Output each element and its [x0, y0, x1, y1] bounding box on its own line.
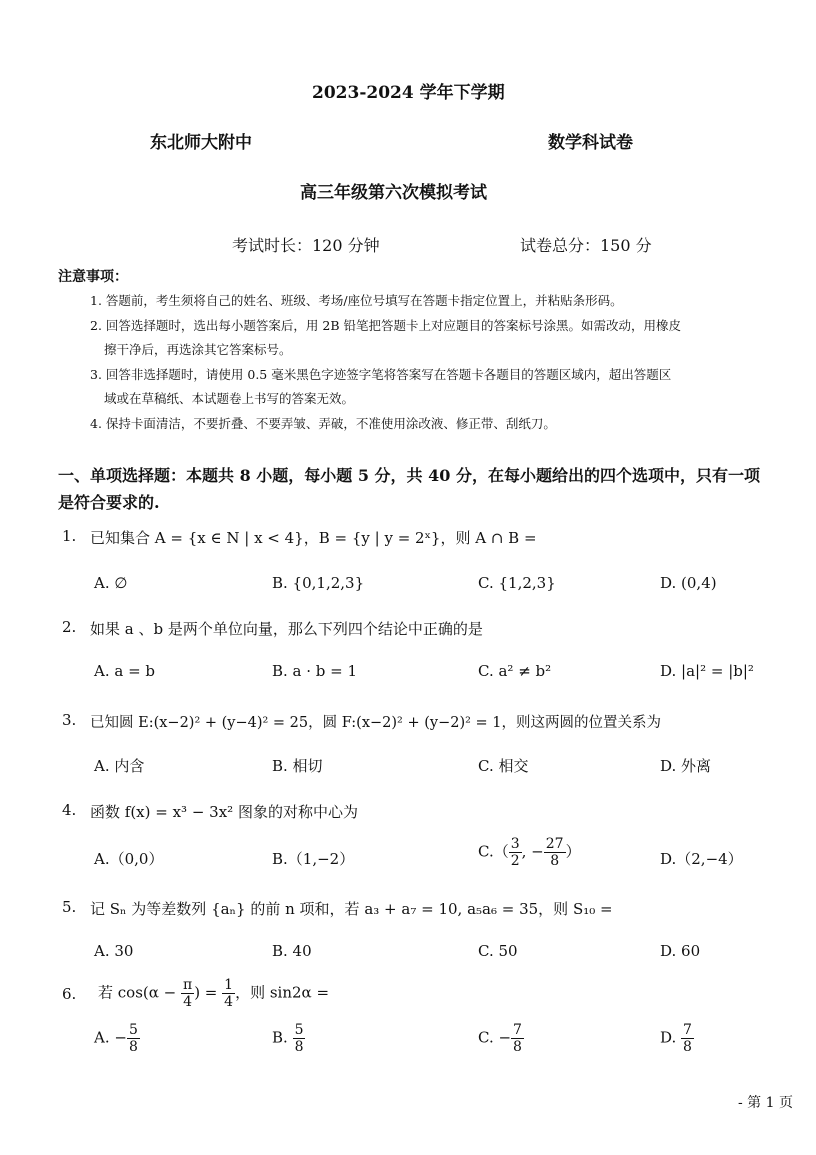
exam-title: 高三年级第六次模拟考试	[300, 183, 487, 203]
question-1-option-d: D. (0,4)	[660, 574, 717, 592]
fraction-numerator: 27	[545, 836, 564, 852]
question-5-option-d: D. 60	[660, 942, 701, 960]
term-title: 2023-2024 学年下学期	[312, 83, 505, 103]
question-6-number: 6.	[62, 985, 77, 1003]
fraction-denominator: 8	[550, 853, 560, 869]
question-6-stem-mid: ) =	[194, 983, 223, 1002]
exam-total-score: 试卷总分：150 分	[520, 236, 652, 255]
fraction-denominator: 8	[513, 1039, 522, 1055]
question-2-option-a: A. a = b	[94, 662, 156, 680]
question-1-option-a: A. ∅	[94, 574, 128, 592]
question-4-number: 4.	[62, 801, 77, 819]
question-3-option-d: D. 外离	[660, 757, 712, 775]
note-item-2-cont: 擦干净后，再选涂其它答案标号。	[104, 342, 292, 357]
question-5-stem: 记 Sₙ 为等差数列 {aₙ} 的前 n 项和，若 a₃ + a₇ = 10, a₅a₆ = 35，则 S₁₀ =	[90, 900, 613, 918]
question-5-option-a: A. 30	[94, 942, 134, 960]
question-3-option-b: B. 相切	[272, 757, 323, 775]
option-label: C. −	[478, 1028, 512, 1047]
question-1-stem: 已知集合 A = {x ∈ N | x < 4}，B = {y | y = 2ˣ}，则 A ∩ B =	[90, 529, 537, 547]
fraction-numerator: 5	[128, 1022, 138, 1038]
note-item-4: 4. 保持卡面清洁，不要折叠、不要弄皱、弄破，不准使用涂改液、修正带、刮纸刀。	[90, 416, 556, 431]
note-item-3: 3. 回答非选择题时，请使用 0.5 毫米黑色字迹签字笔将答案写在答题卡各题目的答题区域内，超出答题区	[90, 367, 672, 382]
question-3-stem: 已知圆 E:(x−2)² + (y−4)² = 25，圆 F:(x−2)² + (y−2)² = 1，则这两圆的位置关系为	[90, 715, 662, 731]
fraction-numerator: 7	[513, 1022, 522, 1038]
question-4-option-c-label: C.（	[478, 842, 509, 861]
section-heading: 一、单项选择题：本题共 8 小题，每小题 5 分，共 40 分，在每小题给出的四个选项中，只有一项	[58, 466, 760, 485]
note-item-1: 1. 答题前，考生须将自己的姓名、班级、考场/座位号填写在答题卡指定位置上，并粘贴条形码。	[90, 293, 623, 308]
question-4-option-c-close: ）	[565, 842, 581, 861]
fraction-denominator: 8	[128, 1039, 138, 1055]
fraction-numerator: π	[182, 977, 193, 993]
question-6-stem	[98, 977, 329, 1010]
notes-title: 注意事项：	[58, 269, 128, 285]
question-2-stem: 如果 a 、b 是两个单位向量，那么下列四个结论中正确的是	[90, 620, 483, 638]
question-3-option-a: A. 内含	[94, 757, 145, 775]
note-item-3-cont: 域或在草稿纸、本试题卷上书写的答案无效。	[104, 391, 355, 406]
school-name: 东北师大附中	[150, 133, 252, 153]
fraction-numerator: 5	[294, 1022, 304, 1038]
question-4-option-c	[478, 836, 581, 869]
question-1-option-b: B. {0,1,2,3}	[272, 574, 365, 592]
option-fraction	[127, 1022, 140, 1055]
fraction-denominator: 8	[683, 1039, 692, 1055]
subject-name: 数学科试卷	[548, 133, 633, 153]
question-2-number: 2.	[62, 618, 77, 636]
question-6-pi-fraction	[181, 977, 194, 1010]
option-fraction	[681, 1022, 694, 1055]
question-5-option-c: C. 50	[478, 942, 518, 960]
note-item-2: 2. 回答选择题时，选出每小题答案后，用 2B 铅笔把答题卡上对应题目的答案标号涂黑。如需改动，用橡皮	[90, 318, 681, 333]
question-1-option-c: C. {1,2,3}	[478, 574, 556, 592]
question-3-number: 3.	[62, 711, 77, 729]
fraction-denominator: 4	[224, 994, 234, 1010]
question-1-number: 1.	[62, 527, 77, 545]
fraction-denominator: 4	[183, 994, 193, 1010]
option-fraction	[511, 1022, 524, 1055]
question-6-option-d	[660, 1022, 694, 1055]
question-2-option-b: B. a · b = 1	[272, 662, 358, 680]
question-3-option-c: C. 相交	[478, 757, 529, 775]
question-5-option-b: B. 40	[272, 942, 312, 960]
exam-duration: 考试时长：120 分钟	[232, 236, 380, 255]
option-label: D.	[660, 1028, 682, 1047]
question-6-option-a	[94, 1022, 140, 1055]
option-label: A. −	[94, 1028, 127, 1047]
question-6-option-b	[272, 1022, 305, 1055]
question-5-number: 5.	[62, 898, 77, 916]
question-6-option-c	[478, 1022, 524, 1055]
page-number: - 第 1 页	[738, 1095, 793, 1111]
question-4-option-c-x	[509, 836, 522, 869]
fraction-numerator: 7	[683, 1022, 692, 1038]
option-fraction	[293, 1022, 306, 1055]
question-4-option-c-y	[544, 836, 566, 869]
question-4-option-b: B.（1,−2）	[272, 850, 355, 868]
question-6-rhs-fraction	[222, 977, 235, 1010]
fraction-denominator: 2	[510, 853, 520, 869]
question-4-stem: 函数 f(x) = x³ − 3x² 图象的对称中心为	[90, 803, 358, 821]
option-label: B.	[272, 1028, 293, 1047]
fraction-numerator: 3	[510, 836, 520, 852]
question-2-option-c: C. a² ≠ b²	[478, 662, 552, 680]
question-2-option-d: D. |a|² = |b|²	[660, 662, 754, 680]
fraction-numerator: 1	[224, 977, 234, 993]
question-4-option-c-sep: , −	[521, 842, 544, 861]
section-heading-cont: 是符合要求的.	[58, 493, 160, 512]
question-4-option-d: D.（2,−4）	[660, 850, 743, 868]
question-4-option-a: A.（0,0）	[94, 850, 164, 868]
fraction-denominator: 8	[294, 1039, 304, 1055]
question-6-stem-post: ，则 sin2α =	[235, 983, 330, 1002]
question-6-stem-pre: 若 cos(α −	[98, 983, 181, 1002]
